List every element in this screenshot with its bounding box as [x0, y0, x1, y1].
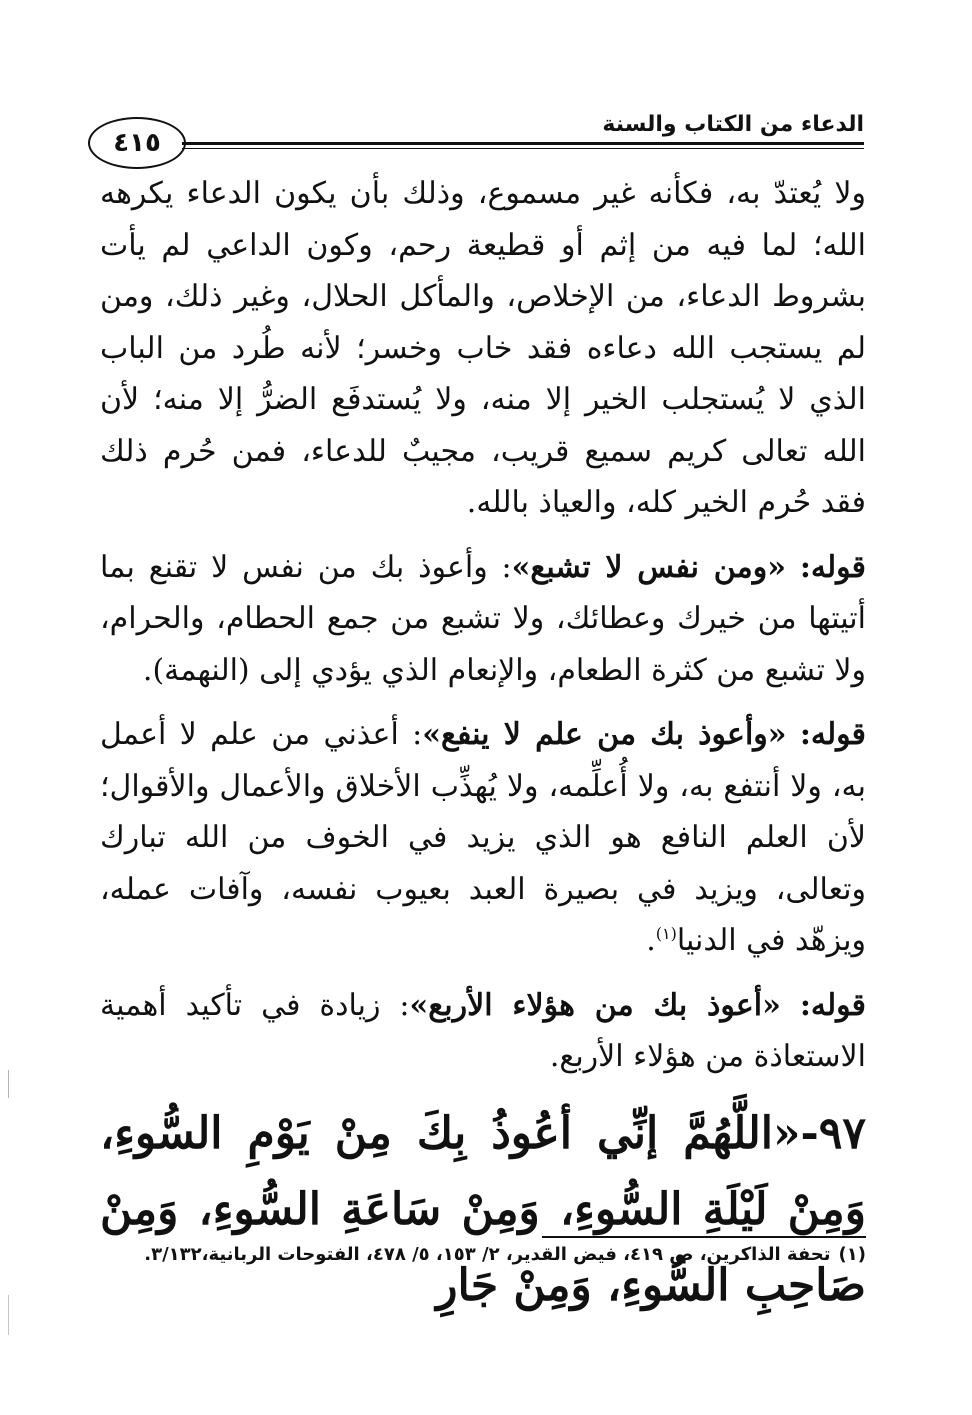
hadith-number: ٩٧-	[800, 1107, 866, 1159]
paragraph-1: ولا يُعتدّ به، فكأنه غير مسموع، وذلك بأن يكون الدعاء يكرهه الله؛ لما فيه من إثم أو قطيعة رحم، وكون الداعي لم يأت بشروط الدعاء، من الإخلاص، والمأكل الحلال، وغير ذلك، ومن لم يستجب الله دعاءه فقد خاب وخسر؛ لأنه طُرد من الباب الذي لا يُستجلب الخير إلا منه، ولا يُستدفَع الضرُّ إلا منه؛ لأن الله تعالى كريم سميع قريب، مجيبٌ للدعاء، فمن حُرم ذلك فقد حُرم الخير كله، والعياذ بالله.	[100, 176, 866, 520]
paragraph-4-text: : زيادة في تأكيد أهمية الاستعاذة من هؤلاء الأربع.	[100, 987, 866, 1074]
header-rule-thin	[182, 148, 864, 149]
running-header-title: الدعاء من الكتاب والسنة	[602, 112, 864, 137]
header-rule-thick	[182, 142, 864, 145]
paragraph-2-text: : وأعوذ بك من نفس لا تقنع بما أتيتها من خيرك وعطائك، ولا تشبع من جمع الحطام، والحرام، ولا تشبع من كثرة الطعام، والإنعام الذي يؤدي إلى (النهمة).	[100, 549, 866, 688]
paragraph-3-text: : أعذني من علم لا أعمل به، ولا أنتفع به، ولا أُعلِّمه، ولا يُهذِّب الأخلاق والأعمال والأقوال؛ لأن العلم النافع هو الذي يزيد في الخوف من الله تبارك وتعالى، ويزيد في بصيرة العبد بعيوب نفسه، وآفات عمله، ويزهّد في الدنيا	[100, 717, 866, 958]
footnote-text: تحفة الذاكرين، ص ٤١٩، فيض القدير، ٢/ ١٥٣، ٥/ ٤٧٨، الفتوحات الربانية،٣/١٣٢.	[144, 1244, 831, 1265]
hadith-97	[100, 1096, 866, 1324]
hadith-text: «اللَّهُمَّ إنِّي أعُوذُ بِكَ مِنْ يَوْمِ السُّوءِ، وَمِنْ لَيْلَةِ السُّوءِ، وَمِنْ سَاعَةِ السُّوءِ، وَمِنْ صَاحِبِ السُّوءِ، وَمِنْ جَارِ	[100, 1107, 866, 1311]
paragraph-4	[100, 980, 866, 1083]
paragraph-3-quote: «وأعوذ بك من علم لا ينفع»	[422, 717, 787, 752]
scan-margin-mark	[8, 1295, 9, 1335]
paragraph-2	[100, 542, 866, 697]
footnote-marker: (١)	[838, 1244, 866, 1265]
page-number: ٤١٥	[88, 117, 186, 169]
paragraph-3-lead: قوله:	[799, 717, 866, 752]
paragraph-2-lead: قوله:	[799, 549, 866, 585]
paragraph-2-quote: «ومن نفس لا تشبع»	[511, 549, 786, 585]
main-text	[100, 168, 866, 1324]
footnote	[100, 1240, 866, 1270]
paragraph-4-lead: قوله:	[799, 987, 866, 1023]
paragraph-4-quote: «أعوذ بك من هؤلاء الأربع»	[409, 987, 781, 1023]
footnote-separator	[542, 1236, 866, 1238]
paragraph-3	[100, 709, 866, 967]
scan-margin-mark	[8, 1070, 9, 1098]
footnote-reference[interactable]: (١)	[655, 924, 677, 943]
paragraph-3-end: .	[646, 923, 656, 958]
